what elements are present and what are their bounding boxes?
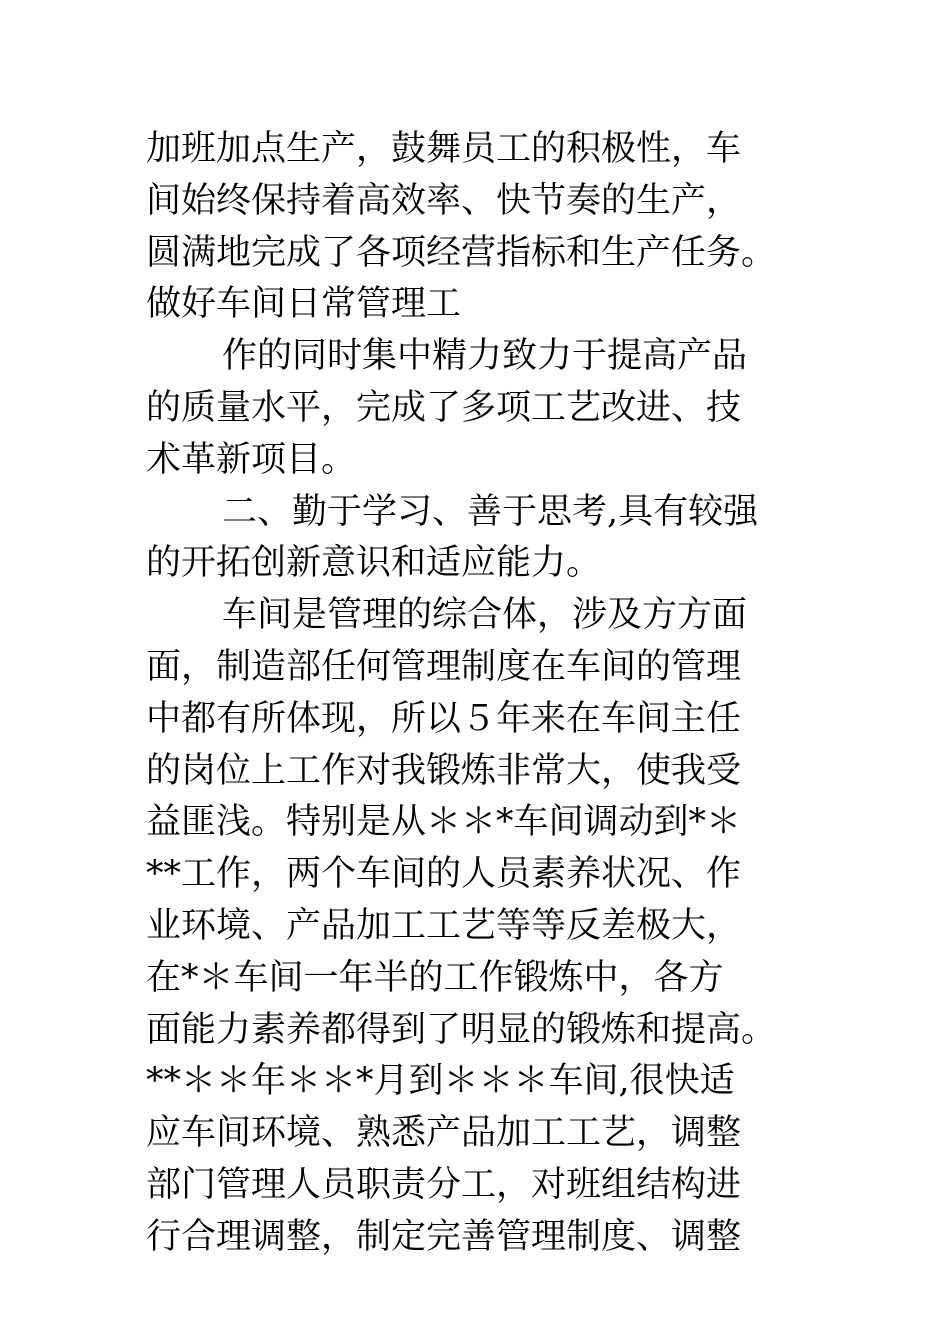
text-line: 间始终保持着高效率、快节奏的生产， xyxy=(146,180,742,221)
text-line: 二、勤于学习、善于思考,具有较强 xyxy=(222,491,759,532)
text-line: 在*＊车间一年半的工作锻炼中，各方 xyxy=(146,957,724,998)
text-line: **＊＊年＊＊*月到＊＊＊车间,很快适 xyxy=(146,1061,735,1102)
text-line: 应车间环境、熟悉产品加工工艺，调整 xyxy=(146,1113,742,1154)
text-line: 益匪浅。特别是从＊＊*车间调动到*＊ xyxy=(146,802,742,843)
text-line: 做好车间日常管理工 xyxy=(146,284,462,325)
text-line: 面能力素养都得到了明显的锻炼和提高。 xyxy=(146,1009,777,1050)
text-line: 的质量水平，完成了多项工艺改进、技 xyxy=(146,387,742,428)
text-line: 作的同时集中精力致力于提高产品 xyxy=(222,336,748,377)
text-line: 业环境、产品加工工艺等等反差极大， xyxy=(146,905,742,946)
text-line: **工作，两个车间的人员素养状况、作 xyxy=(146,854,742,895)
text-line: 加班加点生产，鼓舞员工的积极性，车 xyxy=(146,129,742,169)
text-line: 部门管理人员职责分工，对班组结构进 xyxy=(146,1164,742,1205)
text-line: 面，制造部任何管理制度在车间的管理 xyxy=(146,646,742,687)
text-line: 术革新项目。 xyxy=(146,439,357,480)
text-line: 车间是管理的综合体，涉及方方面 xyxy=(222,595,748,636)
body-text xyxy=(146,124,826,1264)
text-line: 圆满地完成了各项经营指标和生产任务。 xyxy=(146,232,777,273)
text-line: 行合理调整，制定完善管理制度、调整 xyxy=(146,1216,742,1257)
text-line: 中都有所体现，所以５年来在车间主任 xyxy=(146,698,742,739)
text-line: 的岗位上工作对我锻炼非常大，使我受 xyxy=(146,750,742,791)
text-line: 的开拓创新意识和适应能力。 xyxy=(146,543,602,584)
